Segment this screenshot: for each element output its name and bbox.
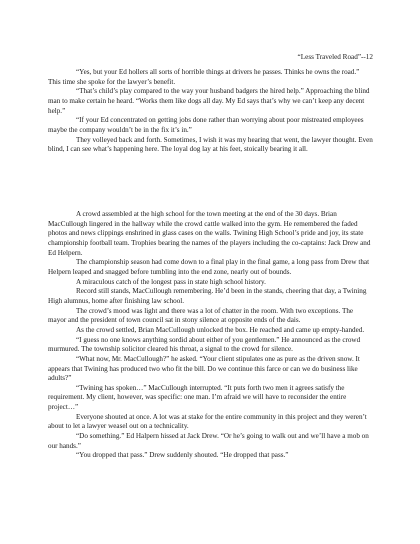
paragraph: “That’s child’s play compared to the way your husband badgers the hired help.” Approaching the blind man to make certain he heard. “Works them like dogs all day. My Ed says that’s why we can’t keep any decent help.” [48, 87, 370, 115]
scene-two [48, 210, 373, 461]
paragraph: “Do something.” Ed Halpern hissed at Jack Drew. “Or he’s going to walk out and we’ll have a mob on our hands.” [48, 432, 369, 450]
paragraph: Record still stands, MacCullough remembering. He’d been in the stands, cheering that day, a Twining High alumnus, home after finishing law school. [48, 287, 367, 305]
paragraph: Everyone shouted at once. A lot was at stake for the entire community in this project and they weren’t about to let a lawyer weasel out on a technicality. [48, 412, 367, 431]
paragraph: A miraculous catch of the longest pass in state high school history. [76, 277, 266, 286]
paragraph: A crowd assembled at the high school for the town meeting at the end of the 30 days. Brian MacCullough lingered in the hallway while the crowd cattle walked into the gym. He remembered the faded photos and news clippings enshrined in glass cases on the walls. Twining High School’s pride and joy, its state championship football team. Trophies bearing the names of the players including the co-captains: Jack Drew and Ed Helpern. [48, 210, 371, 257]
paragraph: “Yes, but your Ed hollers all sorts of horrible things at drivers he passes. Thinks he owns the road.” This time she spoke for the lawyer’s benefit. [48, 68, 360, 86]
paragraph: “You dropped that pass.” Drew suddenly shouted. “He dropped that pass.” [76, 451, 289, 460]
paragraph: The crowd’s mood was light and there was a lot of chatter in the room. With two exceptions. The mayor and the president of town council sat in stony silence at opposite ends of the dais. [48, 306, 354, 325]
paragraph: The championship season had come down to a final play in the final game, a long pass from Drew that Helpern leaped and snagged before tumbling into the end zone, nearly out of bounds. [48, 258, 370, 276]
paragraph: As the crowd settled, Brian MacCullough unlocked the box. He reached and came up empty-handed. [76, 325, 365, 334]
paragraph: “What now, Mr. MacCullough?” he asked. “Your client stipulates one as pure as the driven snow. It appears that Twining has produced two who fit the bill. Do we continue this farce or can we do business like adults?” [48, 354, 360, 383]
paragraph: “If your Ed concentrated on getting jobs done rather than worrying about poor mistreated employees maybe the company wouldn’t be in the fix it’s in.” [48, 116, 364, 134]
paragraph: They volleyed back and forth. Sometimes, I wish it was my hearing that went, the lawyer thought. Even blind, I can see what’s happening here. The loyal dog lay at his feet, stoically bearing it all. [48, 135, 373, 154]
paragraph: “I guess no one knows anything sordid about either of you gentlemen.” He announced as the crowd murmured. The township solicitor cleared his throat, a signal to the crowd for silence. [48, 335, 361, 354]
paragraph: “Twining has spoken…” MacCullough interrupted. “It puts forth two men it agrees satisfy the requirement. My client, however, was specific: one man. I’m afraid we will have to reconsider the entire project…” [48, 383, 347, 412]
running-header: “Less Traveled Road”--12 [297, 53, 373, 61]
scene-one [48, 68, 373, 155]
